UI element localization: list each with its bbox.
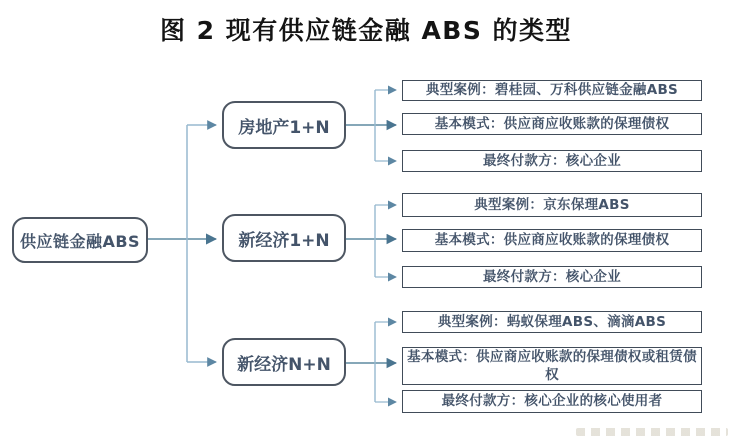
leaf-branch3-basic-model: 基本模式：供应商应收账款的保理债权或租赁债权 — [402, 347, 702, 385]
branch-node-real-estate-1n: 房地产1+N — [222, 101, 346, 149]
branch-node-new-economy-nn: 新经济N+N — [222, 338, 346, 386]
cropped-watermark — [576, 428, 728, 436]
leaf-branch2-final-payer: 最终付款方：核心企业 — [402, 266, 702, 288]
root-node-supply-chain-abs: 供应链金融ABS — [12, 217, 148, 263]
figure-title: 图 2 现有供应链金融 ABS 的类型 — [159, 16, 573, 45]
leaf-branch1-final-payer: 最终付款方：核心企业 — [402, 150, 702, 172]
leaf-branch2-typical-case: 典型案例：京东保理ABS — [402, 193, 702, 217]
branch-node-new-economy-1n: 新经济1+N — [222, 214, 346, 262]
leaf-branch3-final-payer: 最终付款方：核心企业的核心使用者 — [402, 390, 702, 413]
leaf-branch1-basic-model: 基本模式：供应商应收账款的保理债权 — [402, 113, 702, 135]
leaf-branch1-typical-case: 典型案例：碧桂园、万科供应链金融ABS — [402, 80, 702, 101]
leaf-branch3-typical-case: 典型案例：蚂蚁保理ABS、滴滴ABS — [402, 311, 702, 333]
leaf-branch2-basic-model: 基本模式：供应商应收账款的保理债权 — [402, 229, 702, 252]
